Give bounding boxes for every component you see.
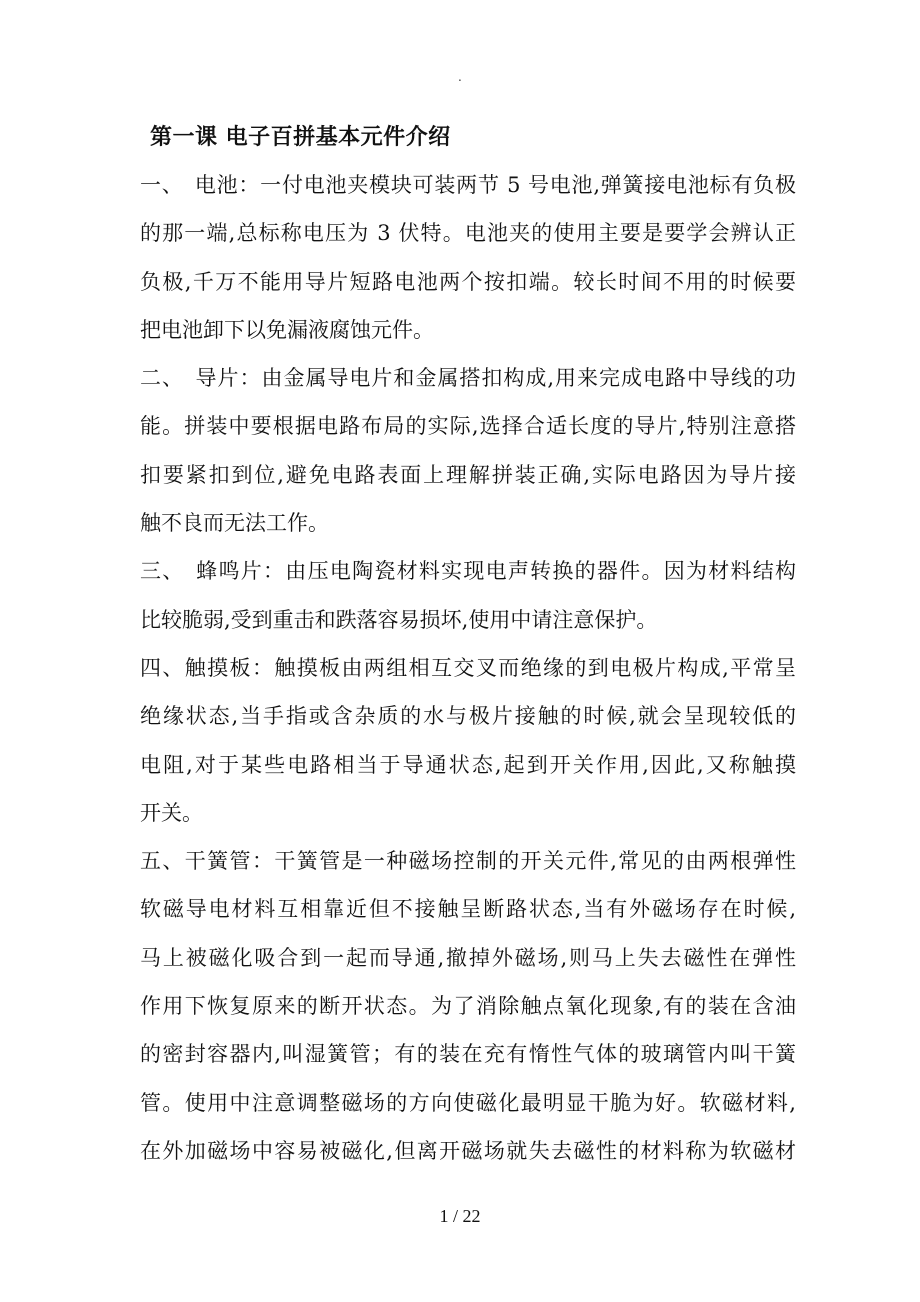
text-line: 负极,千万不能用导片短路电池两个按扣端。较长时间不用的时候要	[140, 269, 796, 294]
text-line: 电阻,对于某些电路相当于导通状态,起到开关作用,因此,又称触摸	[140, 752, 796, 777]
text-line: 二、 导片：由金属导电片和金属搭扣构成,用来完成电路中导线的功	[140, 366, 796, 391]
text-line: 软磁导电材料互相靠近但不接触呈断路状态,当有外磁场存在时候,	[140, 897, 796, 922]
text-line: 管。使用中注意调整磁场的方向使磁化最明显干脆为好。软磁材料,	[140, 1090, 796, 1115]
page-number: 1 / 22	[439, 1206, 481, 1226]
text-line: 作用下恢复原来的断开状态。为了消除触点氧化现象,有的装在含油	[140, 994, 796, 1019]
text-line: 的密封容器内,叫湿簧管；有的装在充有惰性气体的玻璃管内叫干簧	[140, 1042, 796, 1067]
text-line: 把电池卸下以免漏液腐蚀元件。	[140, 317, 434, 342]
text-line: 一、 电池：一付电池夹模块可装两节 5 号电池,弹簧接电池标有负极	[140, 173, 796, 197]
header-mark: .	[458, 70, 462, 84]
text-line: 能。拼装中要根据电路布局的实际,选择合适长度的导片,特别注意搭	[140, 414, 796, 439]
text-line: 触不良而无法工作。	[140, 511, 329, 536]
text-line: 的那一端,总标称电压为 3 伏特。电池夹的使用主要是要学会辨认正	[140, 221, 796, 246]
text-line: 比较脆弱,受到重击和跌落容易损坏,使用中请注意保护。	[140, 607, 658, 632]
document-body	[140, 168, 796, 1182]
text-line: 五、干簧管：干簧管是一种磁场控制的开关元件,常见的由两根弹性	[140, 849, 796, 874]
text-line: 三、 蜂鸣片：由压电陶瓷材料实现电声转换的器件。因为材料结构	[140, 559, 796, 584]
text-line: 在外加磁场中容易被磁化,但离开磁场就失去磁性的材料称为软磁材	[140, 1138, 796, 1163]
text-line: 开关。	[140, 800, 203, 825]
text-line: 马上被磁化吸合到一起而导通,撤掉外磁场,则马上失去磁性在弹性	[140, 945, 796, 970]
text-line: 扣要紧扣到位,避免电路表面上理解拼装正确,实际电路因为导片接	[140, 462, 796, 487]
text-line: 绝缘状态,当手指或含杂质的水与极片接触的时候,就会呈现较低的	[140, 704, 796, 729]
text-line: 四、触摸板：触摸板由两组相互交叉而绝缘的到电极片构成,平常呈	[140, 655, 796, 680]
page-title: 第一课 电子百拼基本元件介绍	[150, 125, 451, 150]
